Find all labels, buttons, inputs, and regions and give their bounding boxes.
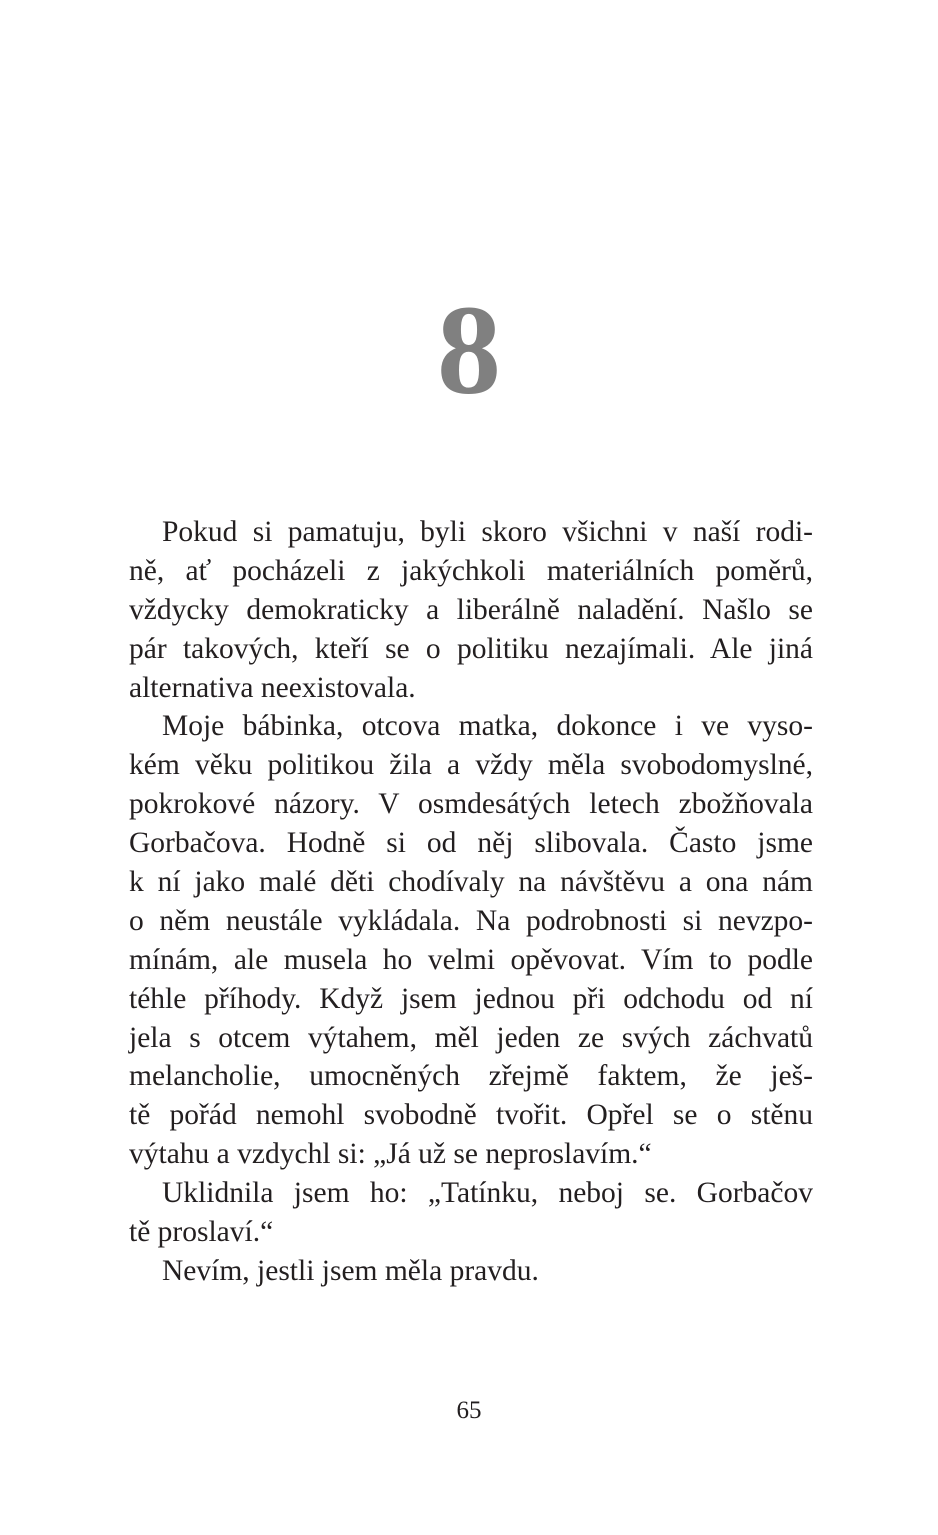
text-line: vždycky demokraticky a liberálně naladění. Našlo se — [129, 593, 813, 626]
paragraph — [129, 707, 813, 1174]
text-line: k ní jako malé děti chodívaly na návštěvu a ona nám — [129, 866, 813, 899]
paragraph — [129, 1174, 813, 1252]
text-line: tě proslaví.“ — [129, 1216, 274, 1249]
text-line: jela s otcem výtahem, měl jeden ze svých záchvatů — [129, 1021, 813, 1054]
text-line: Moje bábinka, otcova matka, dokonce i ve vyso- — [162, 710, 813, 743]
text-line: Pokud si pamatuju, byli skoro všichni v naší rodi- — [162, 516, 813, 548]
text-line: Uklidnila jsem ho: „Tatínku, neboj se. Gorbačov — [162, 1177, 813, 1210]
text-line: Gorbačova. Hodně si od něj slibovala. Často jsme — [129, 827, 813, 860]
text-line: ně, ať pocházeli z jakýchkoli materiálních poměrů, — [129, 554, 813, 587]
text-line: téhle příhody. Když jsem jednou při odchodu od ní — [129, 982, 813, 1015]
paragraph — [129, 513, 813, 707]
text-line: mínám, ale musela ho velmi opěvovat. Vím to podle — [129, 943, 813, 976]
text-line: alternativa neexistovala. — [129, 671, 416, 704]
text-line: melancholie, umocněných zřejmě faktem, že ješ- — [129, 1060, 813, 1093]
text-line: kém věku politikou žila a vždy měla svobodomyslné, — [129, 749, 813, 782]
text-line: výtahu a vzdychl si: „Já už se neproslavím.“ — [129, 1138, 652, 1171]
text-line: pokrokové názory. V osmdesátých letech zbožňovala — [129, 788, 813, 821]
text-line: tě pořád nemohl svobodně tvořit. Opřel se o stěnu — [129, 1099, 813, 1132]
text-line: pár takových, kteří se o politiku nezajímali. Ale jiná — [129, 632, 813, 665]
text-line: Nevím, jestli jsem měla pravdu. — [162, 1254, 539, 1287]
chapter-body — [129, 513, 813, 1291]
page-number: 65 — [456, 1397, 482, 1424]
paragraph — [129, 1252, 813, 1291]
text-line: o něm neustále vykládala. Na podrobnosti si nevzpo- — [129, 904, 813, 937]
chapter-number: 8 — [437, 279, 501, 421]
